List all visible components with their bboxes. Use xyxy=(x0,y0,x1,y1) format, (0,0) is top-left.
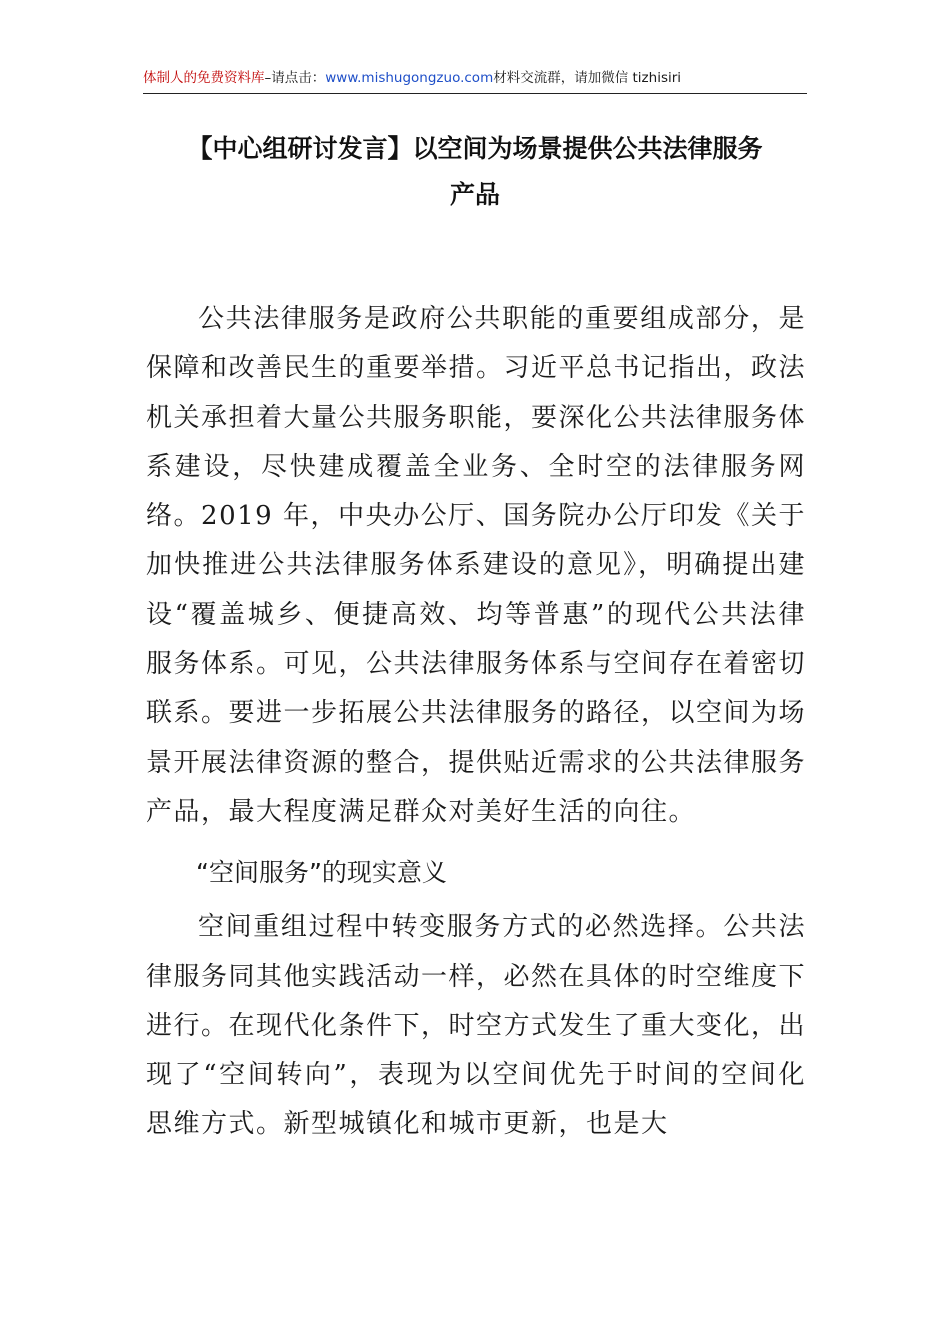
document-body xyxy=(146,295,806,1150)
title-line-1: 【中心组研讨发言】以空间为场景提供公共法律服务 xyxy=(187,134,763,163)
title-line-2: 产品 xyxy=(449,180,500,209)
page-header xyxy=(143,66,807,90)
paragraph-1: 公共法律服务是政府公共职能的重要组成部分，是保障和改善民生的重要举措。习近平总书记指出，政法机关承担着大量公共服务职能，要深化公共法律服务体系建设，尽快建成覆盖全业务、全时空的法律服务网络。2019 年，中央办公厅、国务院办公厅印发《关于加快推进公共法律服务体系建设的意见》，明确提出建设“覆盖城乡、便捷高效、均等普惠”的现代公共法律服务体系。可见，公共法律服务体系与空间存在着密切联系。要进一步拓展公共法律服务的路径，以空间为场景开展法律资源的整合，提供贴近需求的公共法律服务产品，最大程度满足群众对美好生活的向往。 xyxy=(146,304,807,827)
header-brand: 体制人的免费资料库 xyxy=(143,70,265,86)
paragraph-2: 空间重组过程中转变服务方式的必然选择。公共法律服务同其他实践活动一样，必然在具体的时空维度下进行。在现代化条件下，时空方式发生了重大变化，出现了“空间转向”，表现为以空间优先于时间的空间化思维方式。新型城镇化和城市更新，也是大 xyxy=(146,912,807,1140)
header-tail: 材料交流群，请加微信 tizhisiri xyxy=(493,70,682,86)
section-heading: “空间服务”的现实意义 xyxy=(196,858,447,888)
header-url-link[interactable]: www.mishugongzuo.com xyxy=(325,70,494,86)
header-divider xyxy=(143,93,807,94)
document-title xyxy=(143,126,807,218)
header-lead: –请点击： xyxy=(264,70,326,86)
